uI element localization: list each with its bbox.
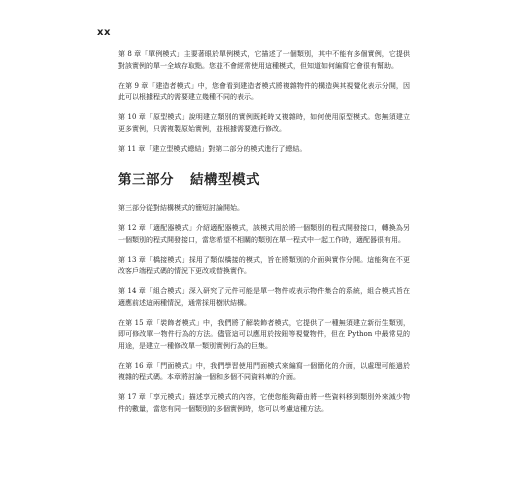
part-title: 結構型模式 (190, 172, 260, 188)
part-label: 第三部分 (118, 172, 174, 188)
paragraph-chapter-13: 第 13 章「橋接模式」採用了類似橋接的模式，旨在將類別的介面與實作分開。這能夠在不更改客戶端程式碼的情況下更改或替換實作。 (118, 255, 410, 275)
paragraph-chapter-16: 在第 16 章「門面模式」中，我們學習使用門面模式來編寫一個簡化的介面，以處理可能過於複雜的程式碼。本章將討論一個和多個不同資料庫的介面。 (118, 361, 410, 381)
paragraph-chapter-11: 第 11 章「建立型模式總結」對第二部分的模式進行了總結。 (118, 144, 307, 153)
paragraph-chapter-9: 在第 9 章「建造者模式」中，您會看到建造者模式將複雜物件的構造與其視覺化表示分開，因此可以根據程式的需要建立幾種不同的表示。 (118, 81, 410, 101)
paragraph-chapter-15: 在第 15 章「裝飾者模式」中，我們將了解裝飾者模式，它提供了一種無須建立新衍生類別，即可修改單一物件行為的方法。儘管這可以應用於按鈕等視覺物件，但在 Python 中最常見的用途，是建立一種修改單一類別實例行為的巨集。 (118, 318, 410, 350)
paragraph-part-intro: 第三部分從對結構模式的簡短討論開始。 (118, 204, 244, 212)
part-heading (118, 171, 410, 189)
page-body (118, 49, 410, 424)
paragraph-chapter-10: 第 10 章「原型模式」說明建立類別的實例既耗時又複雜時，如何使用原型模式。您無須建立更多實例，只需複製原始實例，並根據需要進行修改。 (118, 113, 410, 133)
paragraph-chapter-14: 第 14 章「組合模式」深入研究了元件可能是單一物件或表示物件集合的系統，組合模式旨在適應前述這兩種情況，通常採用樹狀結構。 (118, 287, 410, 307)
paragraph-chapter-8: 第 8 章「單例模式」主要著眼於單例模式，它描述了一個類別，其中不能有多個實例，它提供對該實例的單一全域存取點。您並不會經常使用這種模式，但知道如何編寫它會很有幫助。 (118, 50, 410, 70)
page-number: xx (97, 27, 111, 38)
paragraph-chapter-12: 第 12 章「適配器模式」介紹適配器模式，該模式用於將一個類別的程式開發接口，轉換為另一個類別的程式開發接口，當您希望不相關的類別在單一程式中一起工作時，適配器很有用。 (118, 224, 410, 244)
paragraph-chapter-17: 第 17 章「享元模式」描述享元模式的內容，它使您能夠藉由將一些資料移到類別外來減少物件的數量，當您有同一個類別的多個實例時，您可以考慮這種方法。 (118, 393, 410, 413)
